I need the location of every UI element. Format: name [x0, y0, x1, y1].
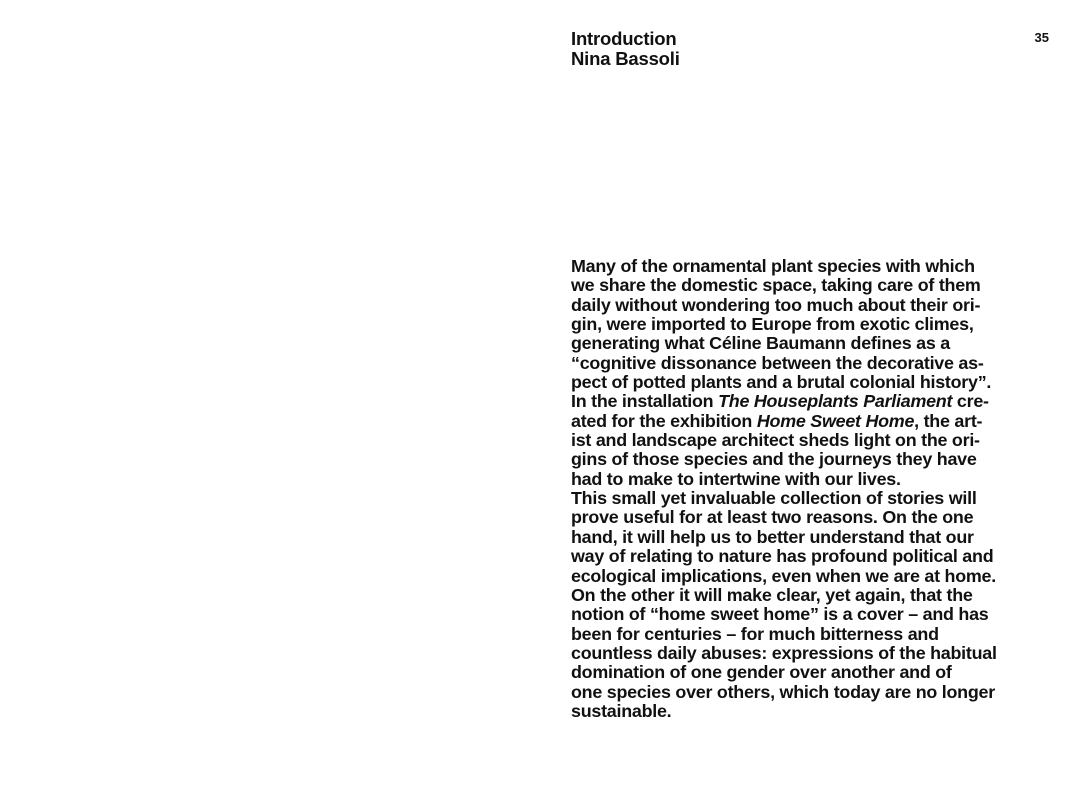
body-line: [571, 431, 1051, 450]
body-line: [571, 334, 1051, 353]
body-text-run: domination of one gender over another and of: [571, 662, 952, 683]
body-line: [571, 354, 1051, 373]
body-text-run: way of relating to nature has profound political and: [571, 546, 994, 567]
body-line: [571, 392, 1051, 411]
body-text-run: been for centuries – for much bitterness and: [571, 623, 939, 644]
body-line: [571, 547, 1051, 566]
body-line: [571, 470, 1051, 489]
body-line: [571, 489, 1051, 508]
body-text-run: ecological implications, even when we are at home.: [571, 565, 996, 586]
body-line: [571, 276, 1051, 295]
page-header: [571, 29, 680, 69]
body-text-run: we share the domestic space, taking care of them: [571, 275, 981, 296]
body-text-run: In the installation: [571, 391, 719, 412]
section-title: Introduction: [571, 28, 677, 49]
body-text-run: Many of the ornamental plant species with which: [571, 256, 975, 276]
body-line: [571, 257, 1051, 276]
body-text-run: On the other it will make clear, yet again, that the: [571, 584, 973, 605]
body-line: [571, 508, 1051, 527]
body-text: [571, 257, 1051, 721]
body-text-run: hand, it will help us to better understand that our: [571, 526, 974, 547]
body-line: [571, 450, 1051, 469]
body-line: [571, 683, 1051, 702]
body-line: [571, 412, 1051, 431]
page-number: 35: [1034, 30, 1049, 45]
author-name: Nina Bassoli: [571, 48, 680, 69]
body-line: [571, 373, 1051, 392]
body-text-run: gin, were imported to Europe from exotic climes,: [571, 314, 974, 335]
body-text-run: gins of those species and the journeys they have: [571, 449, 977, 470]
body-text-run: pect of potted plants and a brutal colonial history”.: [571, 372, 992, 393]
body-line: [571, 528, 1051, 547]
body-text-run: “cognitive dissonance between the decorative as-: [571, 352, 984, 373]
body-line: [571, 586, 1051, 605]
body-line: [571, 663, 1051, 682]
body-text-run: prove useful for at least two reasons. On the one: [571, 507, 974, 528]
body-text-run: had to make to intertwine with our lives.: [571, 468, 901, 489]
body-text-run: daily without wondering too much about their ori-: [571, 294, 981, 315]
body-line: [571, 296, 1051, 315]
italic-title-text: The Houseplants Parliament: [718, 391, 953, 412]
body-text-run: cre-: [952, 391, 989, 412]
body-text-run: ist and landscape architect sheds light on the ori-: [571, 430, 980, 451]
body-line: [571, 315, 1051, 334]
body-text-run: sustainable.: [571, 700, 672, 721]
body-text-run: , the art-: [914, 410, 983, 431]
italic-title-text: Home Sweet Home: [756, 410, 915, 431]
body-line: [571, 702, 1051, 721]
body-text-run: notion of “home sweet home” is a cover – and has: [571, 604, 989, 625]
body-text-run: ated for the exhibition: [571, 410, 757, 431]
body-text-run: countless daily abuses: expressions of the habitual: [571, 642, 997, 663]
body-line: [571, 567, 1051, 586]
body-text-run: This small yet invaluable collection of stories will: [571, 488, 977, 509]
right-page: [540, 0, 1080, 810]
body-line: [571, 625, 1051, 644]
body-text-run: one species over others, which today are no longer: [571, 681, 995, 702]
body-line: [571, 605, 1051, 624]
body-line: [571, 644, 1051, 663]
body-text-run: generating what Céline Baumann defines as a: [571, 333, 950, 354]
